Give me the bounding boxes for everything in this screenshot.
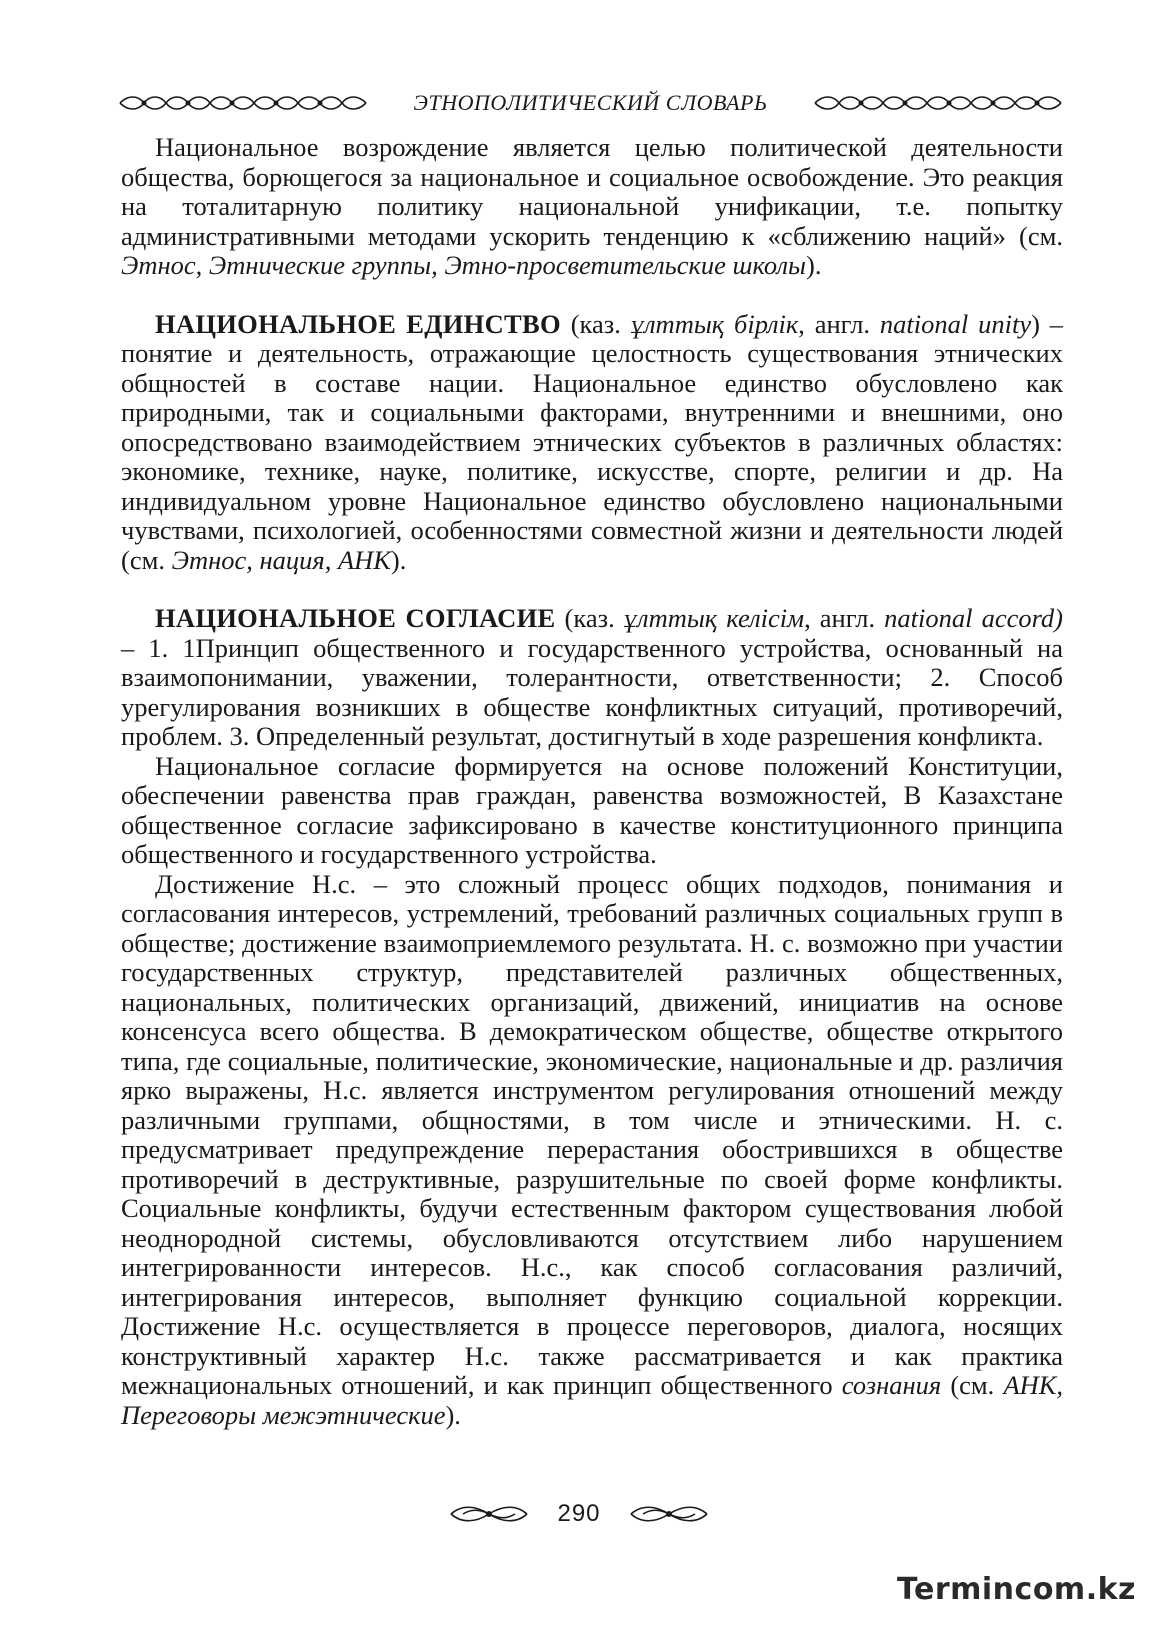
paragraph-text: , англ.	[804, 603, 885, 633]
running-header-title: ЭТНОПОЛИТИЧЕСКИЙ СЛОВАРЬ	[413, 90, 768, 115]
footer-ornament-left-icon	[449, 1503, 529, 1525]
kazakh-translation: ұлттық келісім	[623, 603, 805, 633]
entry-definition: – 1. 1Принцип общественного и государственного устройства, основанный на взаимопонимании, уважении, толерантности, ответственности; 2. Способ урегулирования возникших в обществе конфликтных ситуаций, противоречий, проблем. 3. Определенный результат, достигнутый в ходе разрешения конфликта.	[121, 632, 1063, 751]
english-translation: national unity	[879, 308, 1032, 339]
paragraph-text: ).	[390, 544, 407, 575]
entry-national-unity	[121, 310, 1063, 576]
paragraph-text: (каз.	[555, 603, 624, 633]
cross-reference: АНК, Переговоры межэтнические	[121, 1370, 1063, 1430]
paragraph-text: Достижение Н.с. – это сложный процесс общих подходов, понимания и согласования интересов, устремлений, требований различных социальных групп в обществе; достижение взаимоприемлемого результата. Н. с. возможно при участии государственных структур, представителей различных общественных, национальных, политических организаций, движений, инициатив на основе консенсуса всего общества. В демократическом обществе, обществе открытого типа, где социальные, политические, экономические, национальные и др. различия ярко выражены, Н.с. является инструментом регулирования отношений между различными группами, общностями, в том числе и этническими. Н. с. предусматривает предупреждение перерастания обострившихся в обществе противоречий в деструктивные, разрушительные по своей форме конфликты. Социальные конфликты, будучи естественным фактором существования любой неоднородной системы, обусловливаются отсутствием либо нарушением интегрированности интересов. Н.с., как способ согласования различий, интегрирования интересов, выполняет функцию социальной коррекции. Достижение Н.с. осуществляется в процессе переговоров, диалога, носящих конструктивный характер Н.с. также рассматривается и как практика межнациональных отношений, и как принцип общественного	[121, 868, 1063, 1400]
ornament-right-icon	[813, 93, 1063, 113]
paragraph-accord-process	[121, 870, 1063, 1431]
paragraph-accord-constitution: Национальное согласие формируется на основе положений Конституции, обеспечении равенства прав граждан, равенства возможностей, В Казахстане общественное согласие зафиксировано в качестве конституционного принципа общественного и государственного устройства.	[121, 750, 1063, 869]
entry-term: НАЦИОНАЛЬНОЕ СОГЛАСИЕ	[155, 603, 556, 633]
ornament-left-icon	[118, 93, 368, 113]
paragraph-text: (см.	[941, 1370, 1004, 1400]
cross-reference: Этнос, нация, АНК	[171, 544, 391, 575]
english-translation: national accord)	[884, 603, 1064, 633]
watermark-logo: Termincom.kz	[897, 1572, 1136, 1607]
page-number: 290	[557, 1500, 601, 1527]
cross-reference: Этнос, Этнические группы, Этно-просветительские школы	[121, 250, 806, 280]
paragraph-text: ).	[445, 1399, 461, 1430]
emphasis: сознания	[841, 1370, 942, 1400]
paragraph-intro	[121, 133, 1063, 281]
paragraph-text: ).	[806, 250, 822, 280]
running-header	[118, 88, 1063, 118]
footer-ornament-right-icon	[629, 1503, 709, 1525]
paragraph-text: , англ.	[798, 308, 880, 339]
entry-definition: ) – понятие и деятельность, отражающие целостность существования этнических общностей в составе нации. Национальное единство обусловлено как природными, так и социальными факторами, внутренними и внешними, оно опосредствовано взаимодействием этнических субъектов в различных областях: экономике, технике, науке, политике, искусстве, спорте, религии и др. На индивидуальном уровне Национальное единство обусловлено национальными чувствами, психологией, особенностями совместной жизни и деятельности людей (см.	[121, 308, 1063, 575]
page-footer	[0, 1500, 1158, 1528]
kazakh-translation: ұлттық бірлік	[630, 308, 799, 339]
page-body	[121, 133, 1063, 1430]
entry-national-accord	[121, 604, 1063, 752]
paragraph-text: Национальное возрождение является целью политической деятельности общества, борющегося за национальное и социальное освобождение. Это реакция на тоталитарную политику национальной унификации, т.е. попытку административными методами ускорить тенденцию к «сближению наций» (см.	[121, 132, 1063, 251]
paragraph-text: (каз.	[560, 308, 631, 339]
entry-term: НАЦИОНАЛЬНОЕ ЕДИНСТВО	[155, 308, 561, 339]
